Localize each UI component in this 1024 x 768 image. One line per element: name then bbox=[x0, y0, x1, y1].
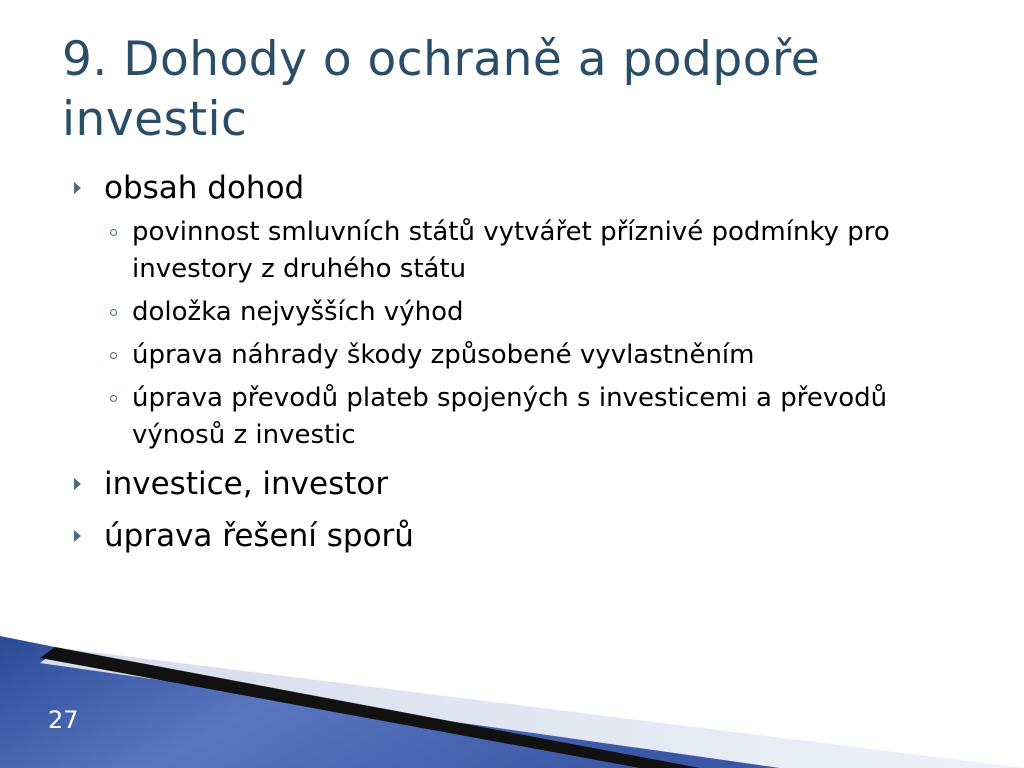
bullet-item bbox=[74, 462, 954, 506]
arrow-bullet-icon bbox=[74, 478, 81, 490]
sub-bullet-item bbox=[104, 337, 954, 374]
ring-bullet-icon bbox=[110, 309, 117, 316]
sub-bullet-text: doložka nejvyšších výhod bbox=[132, 297, 464, 327]
sub-bullet-item bbox=[104, 214, 954, 288]
arrow-bullet-icon bbox=[74, 182, 81, 194]
ring-bullet-icon bbox=[110, 395, 117, 402]
sub-bullet-text: úprava převodů plateb spojených s investicemi a převodů výnosů z investic bbox=[132, 383, 888, 450]
bullet-text: úprava řešení sporů bbox=[104, 518, 414, 554]
sub-bullet-item bbox=[104, 380, 954, 454]
slide-title: 9. Dohody o ochraně a podpoře investic bbox=[62, 32, 821, 147]
footer-decoration bbox=[0, 628, 1024, 768]
bullet-list bbox=[74, 166, 954, 566]
sub-bullet-text: povinnost smluvních států vytvářet příznivé podmínky pro investory z druhého státu bbox=[132, 217, 890, 284]
sub-bullet-list bbox=[104, 214, 954, 454]
bullet-item bbox=[74, 166, 954, 454]
bullet-text: investice, investor bbox=[104, 466, 389, 502]
ring-bullet-icon bbox=[110, 352, 117, 359]
sub-bullet-item bbox=[104, 294, 954, 331]
bullet-item bbox=[74, 514, 954, 558]
ring-bullet-icon bbox=[110, 229, 117, 236]
slide-number: 27 bbox=[48, 706, 79, 734]
arrow-bullet-icon bbox=[74, 530, 81, 542]
bullet-text: obsah dohod bbox=[104, 170, 305, 206]
sub-bullet-text: úprava náhrady škody způsobené vyvlastněním bbox=[132, 340, 755, 370]
